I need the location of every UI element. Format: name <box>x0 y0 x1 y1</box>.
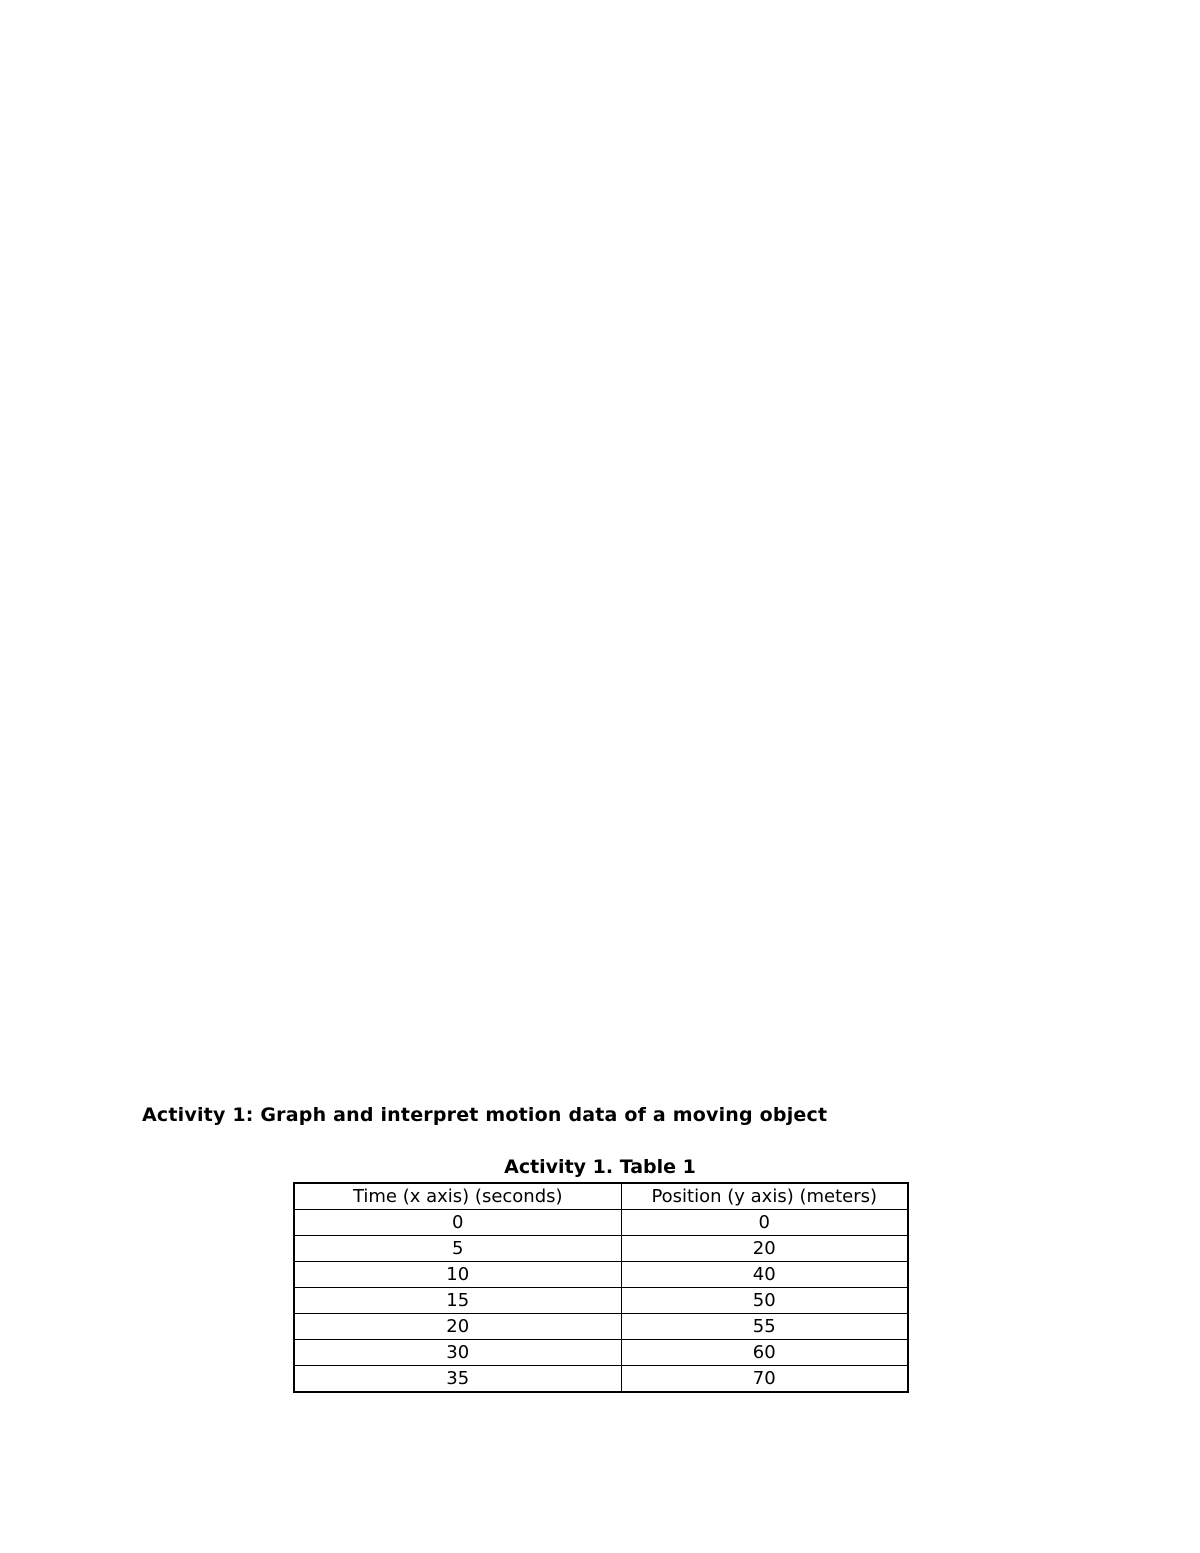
position-cell: 20 <box>621 1236 908 1262</box>
time-cell: 15 <box>294 1288 621 1314</box>
position-cell: 60 <box>621 1340 908 1366</box>
position-cell: 0 <box>621 1210 908 1236</box>
table-row <box>294 1236 908 1262</box>
time-cell: 5 <box>294 1236 621 1262</box>
table-row <box>294 1288 908 1314</box>
table-row <box>294 1340 908 1366</box>
time-cell: 20 <box>294 1314 621 1340</box>
column-header-time: Time (x axis) (seconds) <box>294 1183 621 1210</box>
time-cell: 35 <box>294 1366 621 1393</box>
time-cell: 10 <box>294 1262 621 1288</box>
position-cell: 50 <box>621 1288 908 1314</box>
motion-data-table <box>293 1182 909 1393</box>
position-cell: 40 <box>621 1262 908 1288</box>
position-cell: 55 <box>621 1314 908 1340</box>
column-header-position: Position (y axis) (meters) <box>621 1183 908 1210</box>
table-row <box>294 1314 908 1340</box>
time-cell: 0 <box>294 1210 621 1236</box>
table-row <box>294 1366 908 1393</box>
table-row <box>294 1210 908 1236</box>
activity-heading: Activity 1: Graph and interpret motion data of a moving object <box>142 1104 828 1126</box>
table-row <box>294 1262 908 1288</box>
table-header-row <box>294 1183 908 1210</box>
time-cell: 30 <box>294 1340 621 1366</box>
position-cell: 70 <box>621 1366 908 1393</box>
table-caption: Activity 1. Table 1 <box>504 1156 696 1178</box>
